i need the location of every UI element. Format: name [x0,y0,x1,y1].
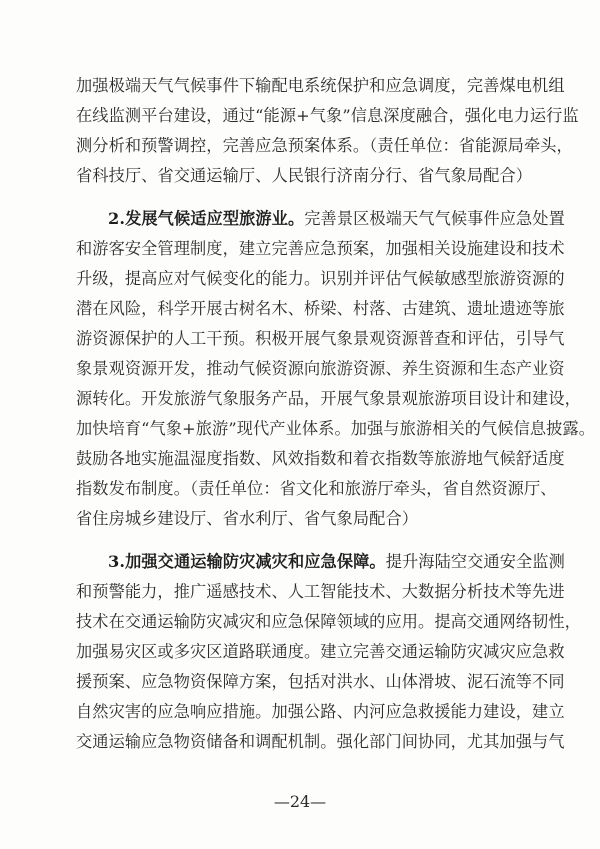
body-text-line: 省住房城乡建设厅、省水利厅、省气象局配合） [76,509,419,528]
body-text-line: 在线监测平台建设，通过“能源+气象”信息深度融合，强化电力运行监 [76,106,579,125]
body-text-line: 游资源保护的人工干预。积极开展气象景观资源普查和评估，引导气 [76,329,565,348]
body-text-line: 援预案、应急物资保障方案，包括对洪水、山体滑坡、泥石流等不同 [76,672,565,691]
body-text: 提升海陆空交通安全监测 [385,552,565,571]
body-text-line: 和预警能力，推广遥感技术、人工智能技术、大数据分析技术等先进 [76,582,565,601]
page-number: —24— [273,792,327,811]
body-text-line: 加强易灾区或多灾区道路联通度。建立完善交通运输防灾减灾应急救 [76,642,565,661]
body-text-line: 加强极端天气气候事件下输配电系统保护和应急调度，完善煤电机组 [76,76,565,95]
body-text-line: 技术在交通运输防灾减灾和应急保障领域的应用。提高交通网络韧性， [76,612,581,631]
body-text-line: 升级，提高应对气候变化的能力。识别并评估气候敏感型旅游资源的 [76,269,565,288]
body-text-line: 源转化。开发旅游气象服务产品，开展气象景观旅游项目设计和建设， [76,389,581,408]
section-heading-line [108,204,565,234]
body-text-line: 潜在风险，科学开展古树名木、桥梁、村落、古建筑、遗址遗迹等旅 [76,299,565,318]
section-heading: 2.发展气候适应型旅游业。 [108,209,305,228]
body-text-line: 鼓励各地实施温湿度指数、风效指数和着衣指数等旅游地气候舒适度 [76,449,565,468]
section-heading-line [108,547,565,577]
body-text: 完善景区极端天气气候事件应急处置 [304,209,565,228]
body-text-line: 和游客安全管理制度，建立完善应急预案，加强相关设施建设和技术 [76,239,565,258]
body-text-line: 交通运输应急物资储备和调配机制。强化部门间协同，尤其加强与气 [76,732,565,751]
body-text-line: 省科技厅、省交通运输厅、人民银行济南分行、省气象局配合） [76,166,533,185]
body-text-line: 测分析和预警调控，完善应急预案体系。（责任单位：省能源局牵头， [76,136,573,155]
body-text-line: 自然灾害的应急响应措施。加强公路、内河应急救援能力建设，建立 [76,702,565,721]
section-heading: 3.加强交通运输防灾减灾和应急保障。 [108,552,386,571]
body-text-line: 指数发布制度。（责任单位：省文化和旅游厅牵头，省自然资源厅、 [76,479,557,498]
body-text-line: 象景观资源开发，推动气候资源向旅游资源、养生资源和生态产业资 [76,359,565,378]
body-text-line: 加快培育“气象+旅游”现代产业体系。加强与旅游相关的气候信息披露。 [76,419,596,438]
